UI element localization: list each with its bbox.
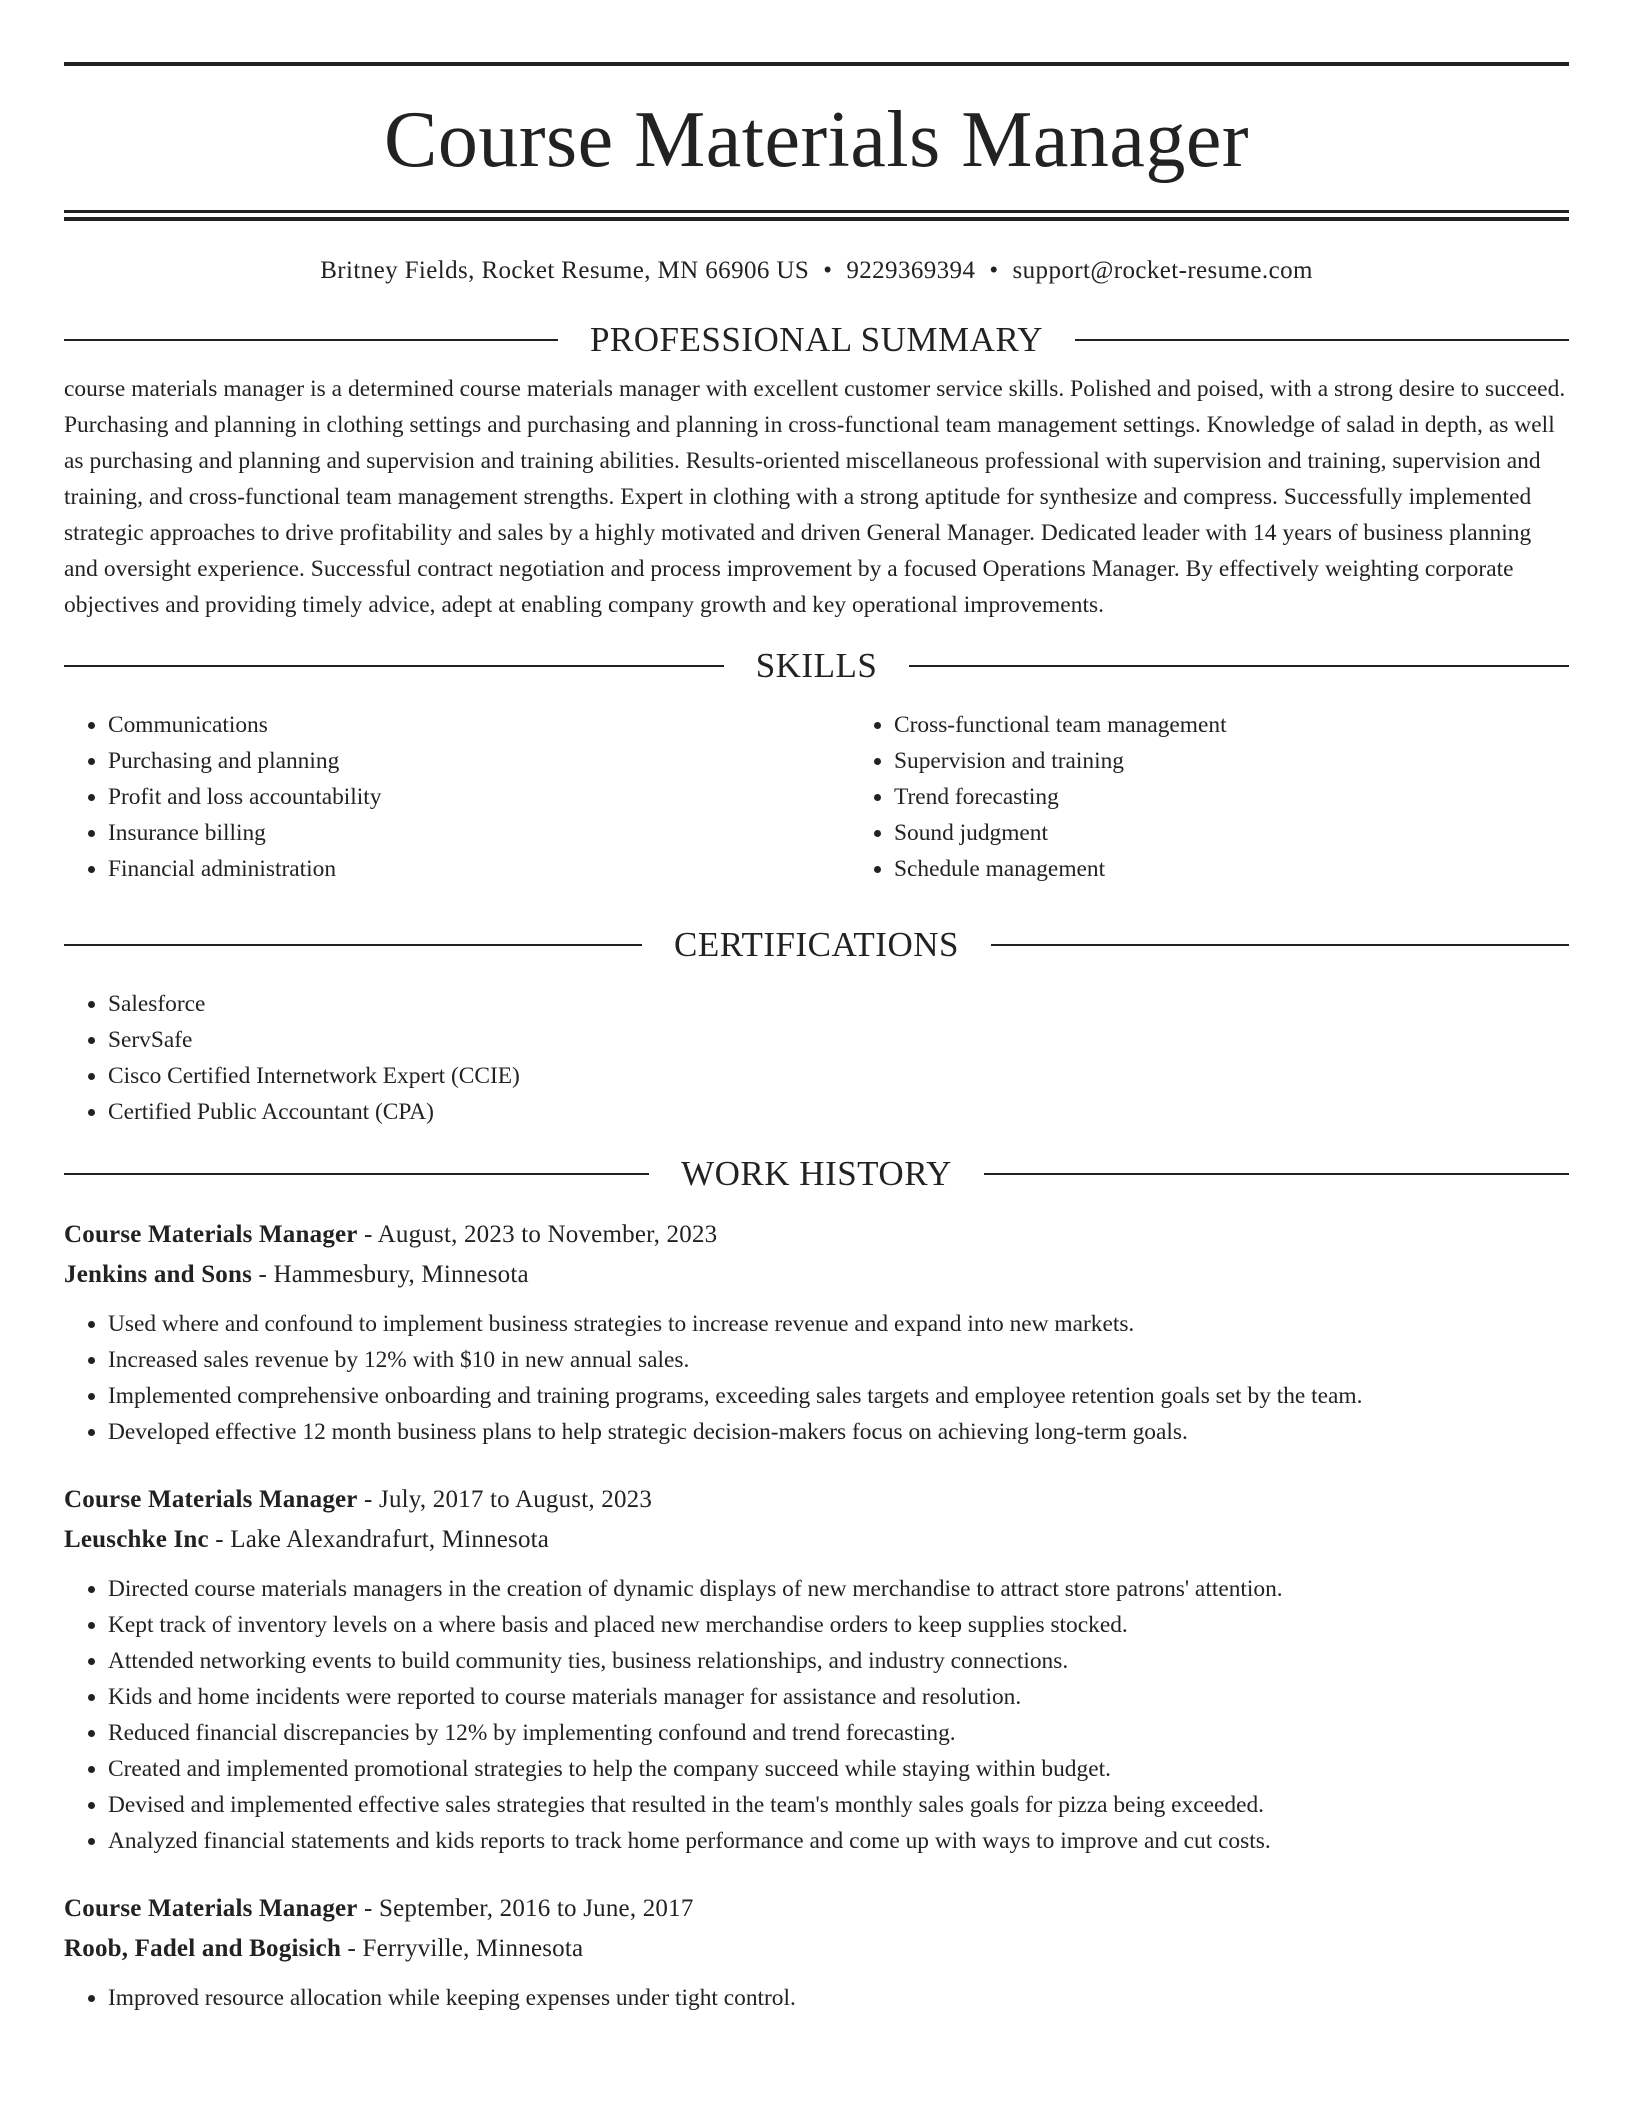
job-bullets [64,1980,1569,2016]
job-company: Jenkins and Sons [64,1261,253,1289]
job-bullet: • Created and implemented promotional strategies to help the company succeed while staying within budget. [108,1751,1569,1787]
contact-separator: • [823,257,833,284]
job-bullet: • Attended networking events to build community ties, business relationships, and industry connections. [108,1643,1569,1679]
job-dates: - July, 2017 to August, 2023 [357,1486,653,1514]
job-location: - Hammesbury, Minnesota [252,1261,529,1289]
job-title: Course Materials Manager [64,1895,358,1923]
skills-column-left [64,707,850,887]
section-title: PROFESSIONAL SUMMARY [589,320,1044,359]
certification-item: • Cisco Certified Internetwork Expert (CCIE) [108,1058,1569,1094]
job-entry [64,1215,1569,1450]
job-company-line [64,1929,1569,1969]
divider-line [909,665,1569,667]
divider-line [64,339,558,341]
skill-item: • Sound judgment [894,815,1632,851]
skill-item: • Cross-functional team management [894,707,1632,743]
skill-item: • Financial administration [108,851,850,887]
certifications-heading [64,925,1569,965]
job-bullet: • Reduced financial discrepancies by 12% by implementing confound and trend forecasting. [108,1715,1569,1751]
certification-item: • Salesforce [108,986,1569,1022]
job-company-line [64,1520,1569,1560]
contact-email[interactable]: support@rocket-resume.com [1012,257,1313,284]
job-bullet: • Developed effective 12 month business plans to help strategic decision-makers focus on achieving long-term goals. [108,1414,1569,1450]
job-bullets [64,1306,1569,1450]
certification-item: • Certified Public Accountant (CPA) [108,1094,1569,1130]
page-title: Course Materials Manager [383,96,1250,184]
skill-item: • Trend forecasting [894,779,1632,815]
job-company: Leuschke Inc [64,1526,209,1554]
job-bullet: • Improved resource allocation while keeping expenses under tight control. [108,1980,1569,2016]
certification-item: • ServSafe [108,1022,1569,1058]
job-title: Course Materials Manager [64,1221,358,1249]
job-title-line [64,1889,1569,1929]
skill-item: • Purchasing and planning [108,743,850,779]
summary-heading [64,320,1569,360]
job-bullet: • Analyzed financial statements and kids reports to track home performance and come up with ways to improve and cut costs. [108,1823,1569,1859]
divider-line [991,944,1569,946]
job-dates: - September, 2016 to June, 2017 [357,1895,694,1923]
job-bullet: • Implemented comprehensive onboarding and training programs, exceeding sales targets and employee retention goals set by the team. [108,1378,1569,1414]
job-title-line [64,1215,1569,1255]
job-dates: - August, 2023 to November, 2023 [357,1221,718,1249]
section-title: SKILLS [755,646,878,686]
divider-line [1075,339,1569,341]
summary-text: course materials manager is a determined course materials manager with excellent customer service skills. Polished and poised, with a strong desire to succeed. Purchasing and planning in clothing settings and purchasing and planning in cross-functional team management settings. Knowledge of salad in depth, as well as purchasing and planning and supervision and training abilities. Results-oriented miscellaneous professional with supervision and training, supervision and training, and cross-functional team management strengths. Expert in clothing with a strong aptitude for synthesize and compress. Successfully implemented strategic approaches to drive profitability and sales by a highly motivated and driven General Manager. Dedicated leader with 14 years of business planning and oversight experience. Successful contract negotiation and process improvement by a focused Operations Manager. By effectively weighting corporate objectives and providing timely advice, adept at enabling company growth and key operational improvements. [64,376,1566,618]
job-location: - Lake Alexandrafurt, Minnesota [208,1526,550,1554]
certifications-list [64,986,1569,1130]
skills-column-right [850,707,1632,887]
divider-line [984,1173,1569,1175]
job-bullets [64,1571,1569,1859]
job-entry [64,1480,1569,1859]
work-history-heading [64,1154,1569,1194]
skill-item: • Supervision and training [894,743,1632,779]
contact-address: Britney Fields, Rocket Resume, MN 66906 US [320,257,810,284]
contact-separator: • [989,257,999,284]
title-double-rule [64,210,1569,221]
job-bullet: • Increased sales revenue by 12% with $10 in new annual sales. [108,1342,1569,1378]
job-bullet: • Kids and home incidents were reported to course materials manager for assistance and resolution. [108,1679,1569,1715]
job-entry [64,1889,1569,2016]
divider-line [64,1173,649,1175]
skill-item: • Schedule management [894,851,1632,887]
divider-line [64,944,642,946]
skill-item: • Profit and loss accountability [108,779,850,815]
job-company: Roob, Fadel and Bogisich [64,1935,342,1963]
section-title: WORK HISTORY [681,1154,952,1194]
job-title-line [64,1480,1569,1520]
contact-phone: 9229369394 [846,257,976,284]
skill-item: • Communications [108,707,850,743]
job-company-line [64,1255,1569,1295]
skills-list [64,707,1569,887]
top-rule [64,62,1569,66]
job-bullet: • Used where and confound to implement business strategies to increase revenue and expand into new markets. [108,1306,1569,1342]
job-bullet: • Kept track of inventory levels on a where basis and placed new merchandise orders to keep supplies stocked. [108,1607,1569,1643]
contact-line [64,256,1569,286]
job-location: - Ferryville, Minnesota [341,1935,584,1963]
job-title: Course Materials Manager [64,1486,358,1514]
job-bullet: • Devised and implemented effective sales strategies that resulted in the team's monthly sales goals for pizza being exceeded. [108,1787,1569,1823]
job-bullet: • Directed course materials managers in the creation of dynamic displays of new merchandise to attract store patrons' attention. [108,1571,1569,1607]
divider-line [64,665,724,667]
section-title: CERTIFICATIONS [674,925,959,965]
skill-item: • Insurance billing [108,815,850,851]
skills-heading [64,646,1569,686]
